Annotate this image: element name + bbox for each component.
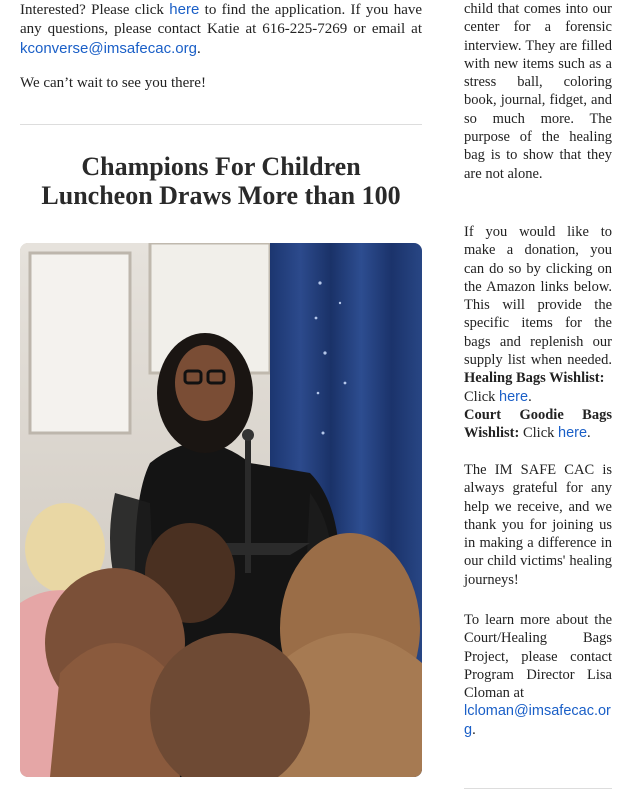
see-you-text: We can’t wait to see you there! [20,75,206,91]
healing-bags-wishlist-link[interactable]: here [499,388,529,405]
photo-illustration [20,243,422,777]
luncheon-speaker-photo [20,243,422,777]
court-goodie-bags-wishlist-label: Court Goodie Bags Wishlist: [464,406,612,442]
headline-line-2: Luncheon Draws More than 100 [41,181,401,210]
application-text-middle: to find the application. If you have any questions, please contact Katie at 616-225-7269 or email at [20,2,423,37]
lcloman-email-link[interactable]: lcloman@imsafecac.org [464,703,611,738]
application-text-end: . [196,41,201,57]
kconverse-email-link[interactable]: kconverse@imsafecac.org [20,40,197,57]
donation-paragraph [464,223,612,443]
right-section-divider [464,788,612,789]
article-headline [20,152,422,210]
period: . [587,425,591,442]
application-text-start: Interested? Please click [20,2,170,18]
headline-line-1: Champions For Children [81,152,361,181]
section-divider [20,124,422,125]
donation-text: If you would like to make a donation, you can do so by clicking on the Amazon links below. This will provide the specific items for the bags and replenish our supply list when needed. [464,224,612,369]
court-goodie-bags-wishlist-link[interactable]: here [558,425,588,442]
contact-text: To learn more about the Court/Healing Bags Project, please contact Program Director Lisa Cloman at [464,612,612,702]
period: . [472,721,476,738]
contact-paragraph [464,611,612,739]
healing-bags-wishlist-label: Healing Bags Wishlist: [464,370,605,387]
healing-bag-description: child that comes into our center for a forensic interview. They are filled with new items such as a stress ball, coloring book, journal, fidget, and so much more. The purpose of the healing bag is to show that they are not alone. [464,1,612,182]
application-link[interactable]: here [169,1,200,18]
click-text: Click [519,425,559,442]
click-text: Click [464,388,500,405]
gratitude-paragraph: The IM SAFE CAC is always grateful for any help we receive, and we thank you for joining us in making a difference in our child victims' healing journeys! [464,462,612,588]
application-paragraph [20,0,422,59]
period: . [528,388,532,405]
